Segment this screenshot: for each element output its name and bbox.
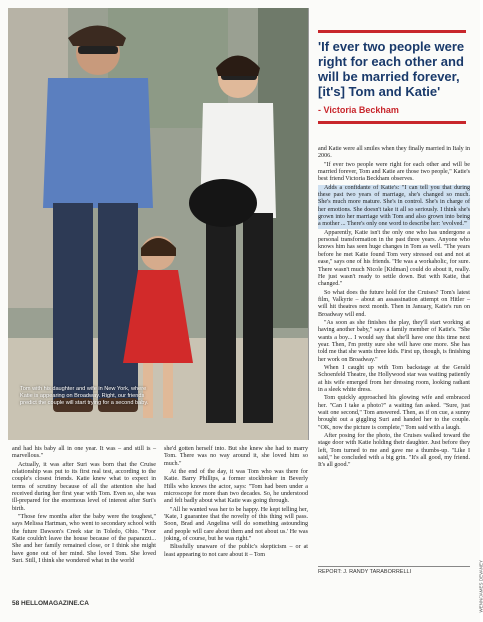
pull-quote-top-rule (318, 30, 466, 33)
bottom-column-1 (12, 446, 156, 594)
paragraph: At the end of the day, it was Tom who was there for Katie. Barry Phillips, a former stockbroker in Beverly Hills who knows the actor, says: "Tom had been under a microscope for more than two decades. So, he understood and felt badly about what Katie was going through. (164, 469, 308, 505)
page-footer: 58 HELLOMAGAZINE.CA (12, 600, 89, 607)
pull-quote-author: - Victoria Beckham (318, 105, 399, 115)
paragraph: and Katie were all smiles when they finally married in Italy in 2006. (318, 146, 470, 160)
paragraph: Blissfully unaware of the public's skepticism – or at least appearing to not care about it – Tom (164, 544, 308, 558)
paragraph: Apparently, Katie isn't the only one who has undergone a personal transformation in the past three years. Anyone who knows him has seen huge changes in Tom as well. "The years before he met Katie found Tom very stressed out and not at ease," says one of his friends. "He was a workaholic, for sure. There wasn't much Nicole [Kidman] could do about it, really. He just wasn't ready to settle down. But with Katie, that changed." (318, 229, 470, 288)
bottom-columns (12, 446, 308, 594)
photo-credit: WENN/JAMES DEVANEY (478, 560, 483, 613)
photo-caption: Tom with his daughter and wife in New York, where Katie is appearing on Broadway. Right, our friends predict the couple will start trying for a second baby. (20, 386, 149, 406)
paragraph: she'd gotten herself into. But she knew she had to marry Tom. There was no way around it, she loved him so much." (164, 446, 308, 467)
paragraph: When I caught up with Tom backstage at the Gerald Schoenfeld Theatre, the Hollywood star was waiting patiently at his wife emerged from her dressing room, looking radiant in a sleek white dress. (318, 364, 470, 393)
paragraph: "Those few months after the baby were the toughest," says Melissa Hartman, who went to secondary school with the future Dawson's Creek star in Toledo, Ohio. "Poor Katie couldn't leave the house because of the paparazzi... She and her family remained close, or I think she might have gone out of her mind. She loved Tom. She loved Suri. Still, I think she wondered what in the world (12, 514, 156, 565)
paragraph: Actually, it was after Suri was born that the Cruise relationship was put to its first real test, according to the couple's closest friends. Katie knew what to expect in terms of scrutiny because of all the attention she had received during her first year with Tom. Even so, she was ill-prepared for the enormous level of interest after Suri's birth. (12, 461, 156, 512)
paragraph: "If ever two people were right for each other and will be married forever, Tom and Katie are those two people," Katie's best friend Victoria Beckham observes. (318, 161, 470, 183)
right-column-text (318, 146, 470, 566)
pull-quote (318, 30, 466, 124)
paragraph: "As soon as she finishes the play, they'll start working at having another baby," says a family member of Katie's. "She wants a boy... I would say that she'll have one this time next year. Then, I'm pretty sure she will have one more. She has told me that she wants three kids. First up, though, is finishing her work on Broadway." (318, 319, 470, 363)
paragraph: Tom quickly approached his glowing wife and embraced her. "Can I take a photo?" a waiting fan asked. "Sure, just wait one second," Tom answered. Then, as if on cue, a sunny brought out a giggling Suri and handed her to the couple. "OK, now the picture is complete," Tom said with a laugh. (318, 395, 470, 431)
pull-quote-bottom-rule (318, 121, 466, 124)
paragraph: "All he wanted was her to be happy. He kept telling her, 'Kate, I guarantee that the novelty of this thing will pass. Soon, Brad and Angelina will do something astounding and people will care about them and not about us.' He was joking, of course, but he was right." (164, 506, 308, 543)
bottom-column-2 (164, 446, 308, 594)
byline: REPORT: J. RANDY TARABORRELLI (318, 566, 470, 575)
street-photo-illustration (8, 8, 308, 440)
paragraph: After posing for the photo, the Cruises walked toward the stage door with Katie holding their daughter. Just before they left, Tom turned to me and gave me a thumbs-up. "Like I said," he concluded with a big grin. "It's all good, my friend. It's all good." (318, 433, 470, 469)
paragraph: So what does the future hold for the Cruises? Tom's latest film, Valkyrie – about an assassination attempt on Hitler – will hit theatres next month. Then in January, Katie's run on Broadway will end. (318, 289, 470, 318)
pull-quote-text: 'If ever two people were right for each other and will be married forever, [it's] Tom and Katie' (318, 39, 465, 99)
paragraph: and had his baby all in one year. It was – and still is – marvellous." (12, 446, 156, 460)
couple-photo (8, 8, 309, 440)
highlighted-paragraph: Adds a confidante of Katie's: "I can tell you that during these past two years of marriage, she's changed so much. She's much more mature. She's in control. She's in charge of her emotions. She doesn't take it all so seriously. I think she's grown into her marriage with Tom and also grown into being a mother ... There's only one word to describe her: 'evolved.'" (318, 184, 470, 228)
